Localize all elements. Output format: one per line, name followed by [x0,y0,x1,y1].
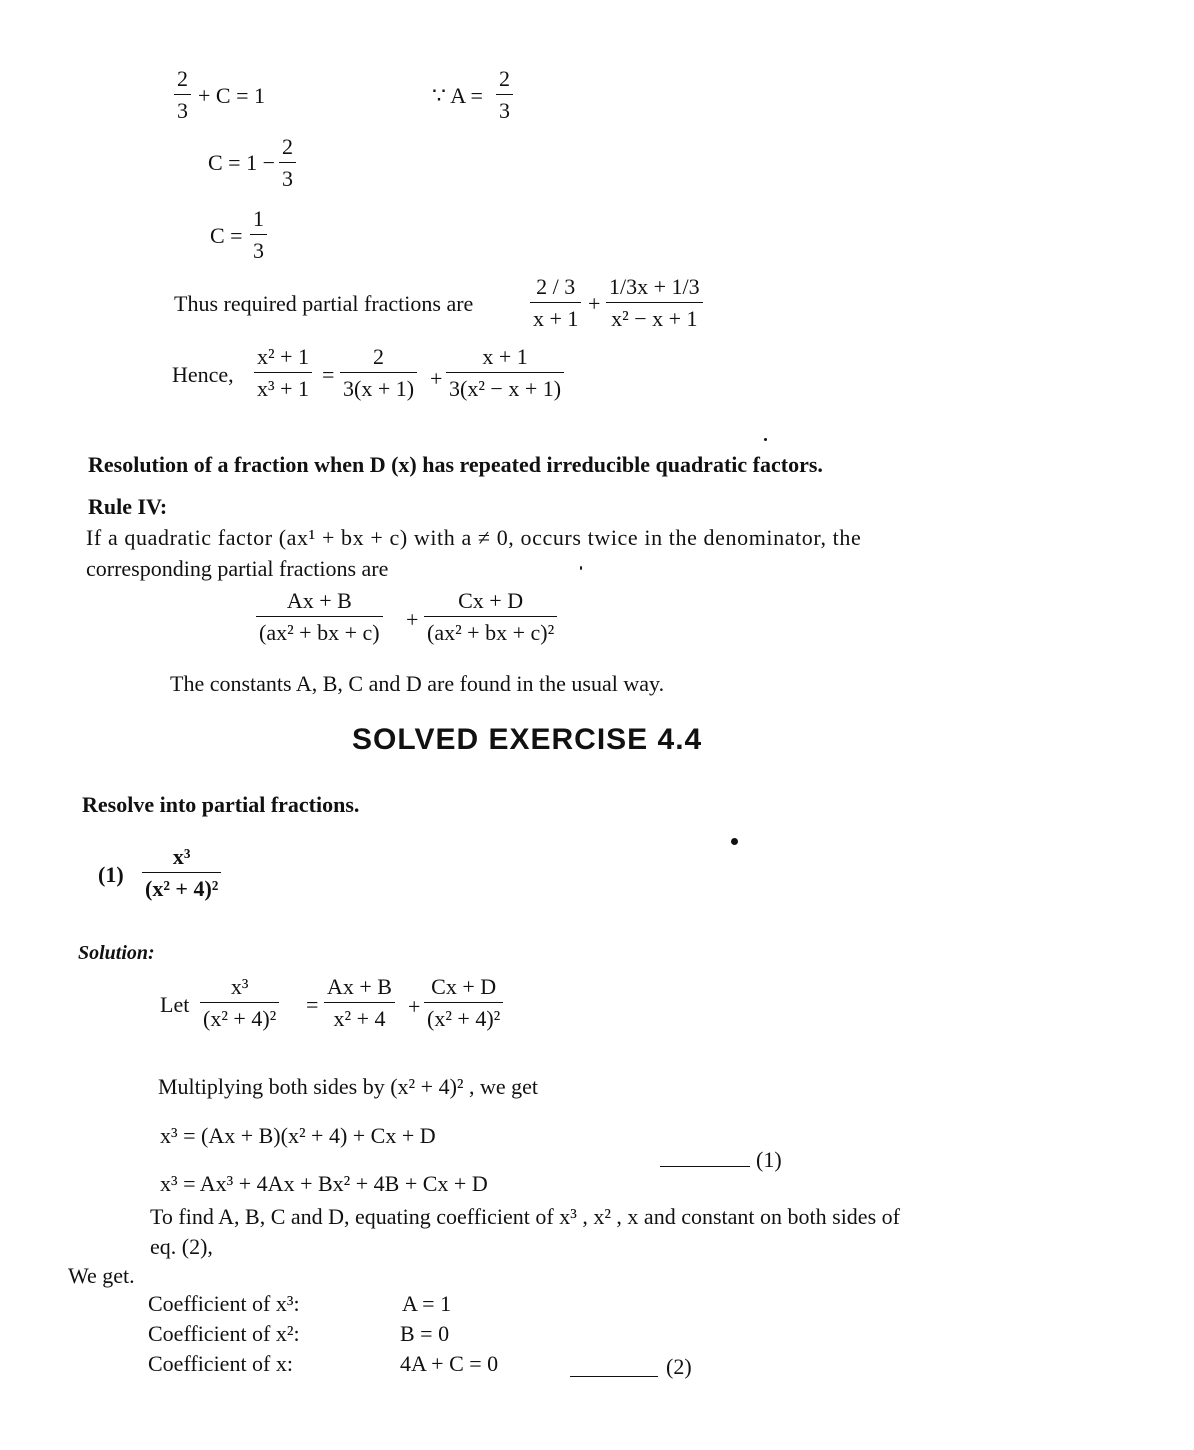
denominator: 3(x² − x + 1) [446,372,564,400]
denominator: x³ + 1 [254,372,312,400]
numerator: 2 / 3 [536,274,576,299]
partial-fraction-2 [606,276,703,330]
speck-mark [580,566,582,570]
numerator: 2 [177,66,188,91]
equation-ref-2: (2) [666,1354,692,1379]
fraction-one-third [250,208,267,262]
denominator: (x² + 4)² [200,1002,279,1030]
to-find-line-2: eq. (2), [150,1234,213,1259]
denominator: 3 [496,94,513,122]
exercise-heading: SOLVED EXERCISE 4.4 [352,723,703,756]
speck-mark [764,438,767,441]
bullet-mark [731,838,738,845]
coefficient-label: Coefficient of x²: [148,1321,300,1346]
denominator: 3(x + 1) [340,372,417,400]
hence-lhs-fraction [254,346,312,400]
numerator: Ax + B [286,588,352,613]
hence-label: Hence, [172,362,234,387]
rule-text-line-1: If a quadratic factor (ax¹ + bx + c) with a ≠ 0, occurs twice in the denominator, the [86,525,862,550]
plus-sign: + [406,607,419,632]
thus-text: Thus required partial fractions are [174,291,474,316]
rule-fraction-2 [424,590,557,644]
coefficient-value: B = 0 [400,1321,450,1346]
fraction-two-thirds [174,68,191,122]
solution-label: Solution: [78,942,155,964]
because-fraction [496,68,513,122]
let-label: Let [160,992,190,1017]
numerator: 1/3x + 1/3 [609,274,700,299]
to-find-line-1: To find A, B, C and D, equating coefficient of x³ , x² , x and constant on both sides of [150,1204,900,1229]
numerator: 1 [253,206,264,231]
numerator: 2 [282,134,293,159]
denominator: (ax² + bx + c) [256,616,383,644]
denominator: x + 1 [530,302,581,330]
exercise-instruction: Resolve into partial fractions. [82,792,360,817]
denominator: x² + 4 [324,1002,395,1030]
answer-blank-line [660,1166,750,1167]
equation-expanded-2: x³ = Ax³ + 4Ax + Bx² + 4B + Cx + D [160,1171,488,1196]
coefficient-label: Coefficient of x³: [148,1291,300,1316]
equals-sign: = [306,992,319,1017]
rule-text-line-2: corresponding partial fractions are [86,556,389,581]
numerator: x² + 1 [257,344,310,369]
let-fraction-2 [424,976,503,1030]
denominator: 3 [250,234,267,262]
denominator: (ax² + bx + c)² [424,616,557,644]
denominator: (x² + 4)² [424,1002,503,1030]
let-lhs-fraction [200,976,279,1030]
we-get-text: We get. [68,1263,135,1288]
numerator: Cx + D [458,588,524,613]
question-1-label: (1) [98,862,124,887]
fraction-two-thirds-b [279,136,296,190]
answer-blank-line [570,1376,658,1377]
denominator: (x² + 4)² [142,872,221,900]
equation-line-2: C = 1 − [208,150,275,175]
coefficient-value: 4A + C = 0 [400,1351,499,1376]
denominator: 3 [279,162,296,190]
numerator: Cx + D [431,974,497,999]
numerator: x³ [172,844,191,869]
numerator: x³ [230,974,249,999]
plus-sign: + [430,366,443,391]
question-1-fraction [142,846,221,900]
let-fraction-1 [324,976,395,1030]
coefficient-value: A = 1 [402,1291,452,1316]
numerator: 2 [373,344,385,369]
partial-fraction-1 [530,276,581,330]
multiply-text: Multiplying both sides by (x² + 4)² , we get [158,1074,539,1099]
equals-sign: = [322,362,335,387]
numerator: Ax + B [327,974,392,999]
rule-fraction-1 [256,590,383,644]
plus-sign: + [588,291,601,316]
numerator: x + 1 [482,344,528,369]
equation-line-1: + C = 1 [198,83,265,108]
denominator: 3 [174,94,191,122]
hence-fraction-2 [446,346,564,400]
equation-expanded-1: x³ = (Ax + B)(x² + 4) + Cx + D [160,1123,436,1148]
numerator: 2 [499,66,510,91]
section-title: Resolution of a fraction when D (x) has repeated irreducible quadratic factors. [88,452,823,477]
plus-sign: + [408,994,421,1019]
because-statement: ∵ A = [432,83,483,108]
hence-fraction-1 [340,346,417,400]
denominator: x² − x + 1 [606,302,703,330]
coefficient-label: Coefficient of x: [148,1351,293,1376]
constants-text: The constants A, B, C and D are found in the usual way. [170,671,665,696]
rule-label: Rule IV: [88,494,168,519]
equation-ref-1: (1) [756,1147,782,1172]
equation-line-3: C = [210,223,243,248]
